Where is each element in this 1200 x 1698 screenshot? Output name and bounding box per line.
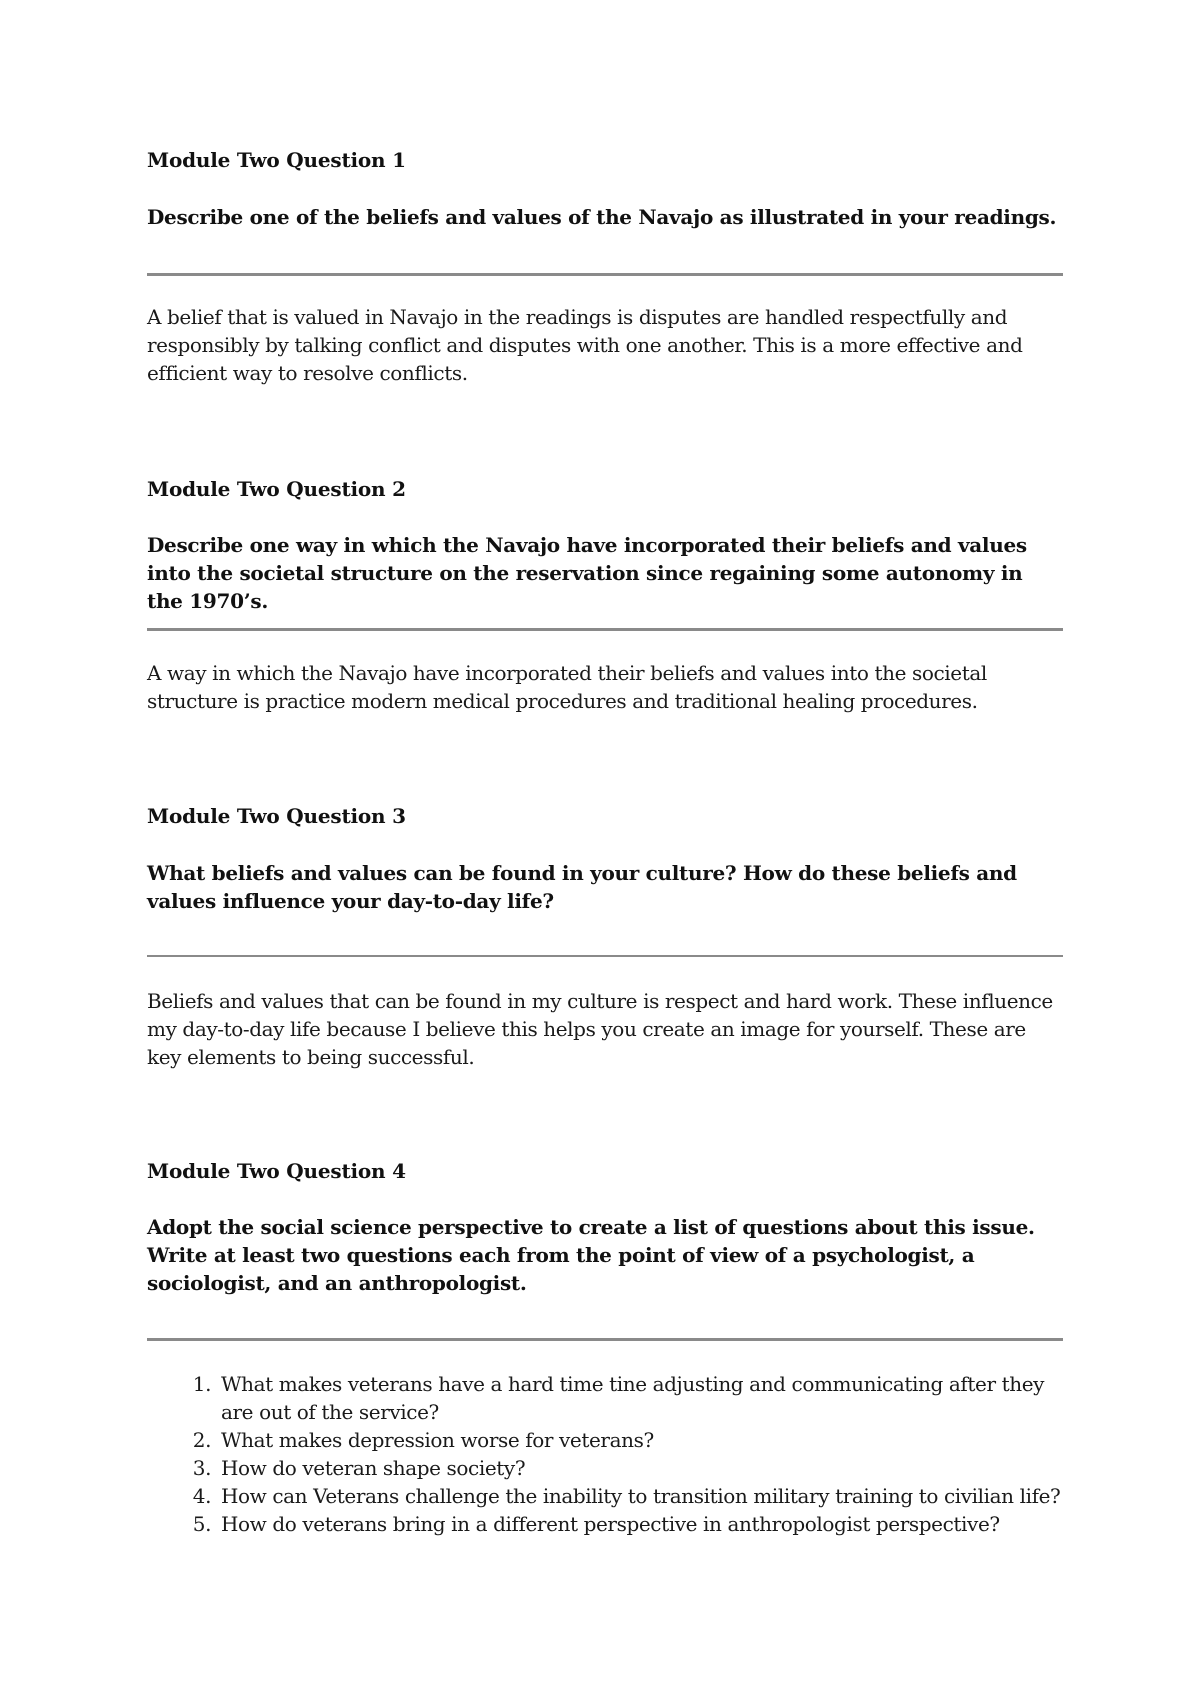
- question-2-title: Module Two Question 2: [147, 477, 406, 501]
- question-3-block: [147, 802, 1063, 830]
- question-4-block: [147, 1157, 1063, 1185]
- list-item: 4. How can Veterans challenge the inability to transition military training to civilian life?: [217, 1482, 1063, 1510]
- answer-2-text: A way in which the Navajo have incorporated their beliefs and values into the societal structure is practice modern medical procedures and traditional healing procedures.: [147, 661, 987, 713]
- answer-1-block: [147, 303, 1063, 387]
- question-3-title: Module Two Question 3: [147, 804, 406, 828]
- answer-3-text: Beliefs and values that can be found in my culture is respect and hard work. These influence my day-to-day life because I believe this helps you create an image for yourself. These are key elements to being successful.: [147, 989, 1053, 1069]
- answer-1-text: A belief that is valued in Navajo in the readings is disputes are handled respectfully and responsibly by talking conflict and disputes with one another. This is a more effective and efficient way to resolve conflicts.: [147, 305, 1023, 385]
- question-1-title: Module Two Question 1: [147, 148, 406, 172]
- list-item: 5. How do veterans bring in a different perspective in anthropologist perspective?: [217, 1510, 1063, 1538]
- question-4-prompt-block: [147, 1213, 1063, 1297]
- divider-1: [147, 273, 1063, 276]
- question-2-prompt-block: [147, 531, 1063, 615]
- question-3-prompt: What beliefs and values can be found in your culture? How do these beliefs and values influence your day-to-day life?: [147, 861, 1017, 913]
- question-4-title: Module Two Question 4: [147, 1159, 406, 1183]
- question-3-prompt-block: [147, 859, 1063, 915]
- question-1-block: [147, 146, 1063, 174]
- answer-3-block: [147, 987, 1063, 1071]
- divider-4: [147, 1338, 1063, 1341]
- question-1-prompt-block: [147, 203, 1063, 231]
- question-2-prompt: Describe one way in which the Navajo have incorporated their beliefs and values into the societal structure on the reservation since regaining some autonomy in the 1970’s.: [147, 533, 1027, 613]
- question-2-block: [147, 475, 1063, 503]
- list-item: 2. What makes depression worse for veterans?: [217, 1426, 1063, 1454]
- list-item: 3. How do veteran shape society?: [217, 1454, 1063, 1482]
- answer-4-list: [147, 1370, 1063, 1538]
- divider-3: [147, 955, 1063, 957]
- question-4-prompt: Adopt the social science perspective to create a list of questions about this issue. Write at least two questions each from the point of view of a psychologist, a sociologist, and an anthropologist.: [147, 1215, 1035, 1295]
- question-1-prompt: Describe one of the beliefs and values of the Navajo as illustrated in your readings.: [147, 205, 1057, 229]
- list-item: 1. What makes veterans have a hard time tine adjusting and communicating after they are out of the service?: [217, 1370, 1063, 1426]
- divider-2: [147, 628, 1063, 631]
- answer-2-block: [147, 659, 1063, 715]
